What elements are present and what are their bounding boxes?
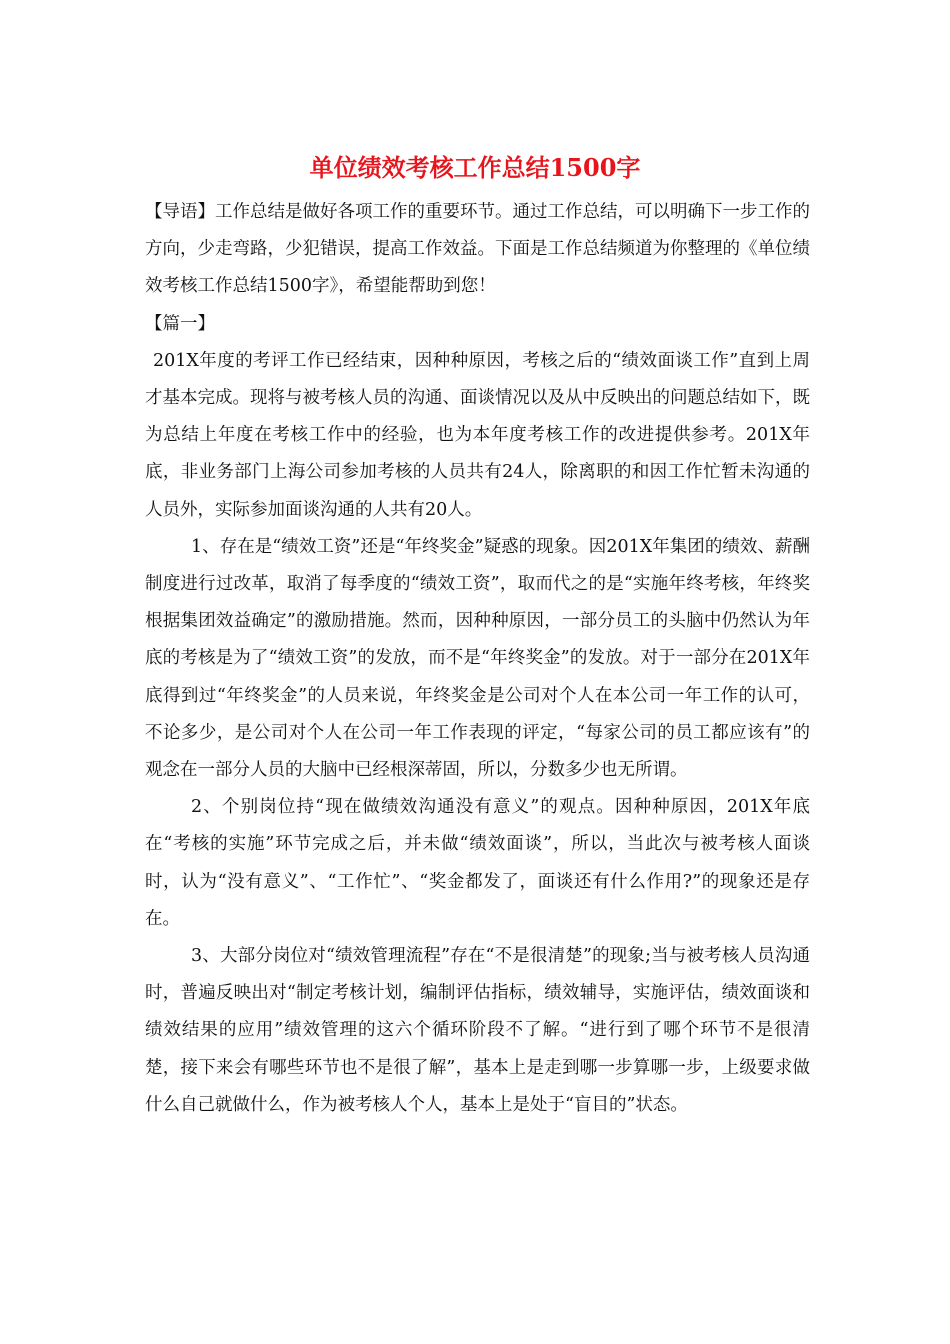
body-paragraph-2: 1、存在是“绩效工资”还是“年终奖金”疑惑的现象。因201X年集团的绩效、薪酬制度进行过改革，取消了每季度的“绩效工资”，取而代之的是“实施年终考核，年终奖根据集团效益确定”的激励措施。然而，因种种原因，一部分员工的头脑中仍然认为年底的考核是为了“绩效工资”的发放，而不是“年终奖金”的发放。对于一部分在201X年底得到过“年终奖金”的人员来说，年终奖金是公司对个人在本公司一年工作的认可，不论多少，是公司对个人在公司一年工作表现的评定，“每家公司的员工都应该有”的观念在一部分人员的大脑中已经根深蒂固，所以，分数多少也无所谓。 — [145, 536, 810, 781]
body-paragraph-3: 2、个别岗位持“现在做绩效沟通没有意义”的观点。因种种原因，201X年底在“考核的实施”环节完成之后，并未做“绩效面谈”，所以，当此次与被考核人面谈时，认为“没有意义”、“工作忙”、“奖金都发了，面谈还有什么作用?”的现象还是存在。 — [145, 797, 810, 929]
document-body — [145, 194, 810, 1124]
body-paragraph-4: 3、大部分岗位对“绩效管理流程”存在“不是很清楚”的现象;当与被考核人员沟通时，普遍反映出对“制定考核计划，编制评估指标，绩效辅导，实施评估，绩效面谈和绩效结果的应用”绩效管理的这六个循环阶段不了解。“进行到了哪个环节不是很清楚，接下来会有哪些环节也不是很了解”，基本上是走到哪一步算哪一步，上级要求做什么自己就做什么，作为被考核人个人，基本上是处于“盲目的”状态。 — [145, 946, 810, 1115]
document-title: 单位绩效考核工作总结1500字 — [309, 153, 641, 182]
body-paragraph-1: 201X年度的考评工作已经结束，因种种原因，考核之后的“绩效面谈工作”直到上周才基本完成。现将与被考核人员的沟通、面谈情况以及从中反映出的问题总结如下，既为总结上年度在考核工作中的经验，也为本年度考核工作的改进提供参考。201X年底，非业务部门上海公司参加考核的人员共有24人，除离职的和因工作忙暂未沟通的人员外，实际参加面谈沟通的人共有20人。 — [145, 350, 810, 520]
intro-paragraph: 【导语】工作总结是做好各项工作的重要环节。通过工作总结，可以明确下一步工作的方向，少走弯路，少犯错误，提高工作效益。下面是工作总结频道为你整理的《单位绩效考核工作总结1500字》，希望能帮助到您！ — [145, 202, 810, 297]
section-heading: 【篇一】 — [145, 313, 215, 334]
